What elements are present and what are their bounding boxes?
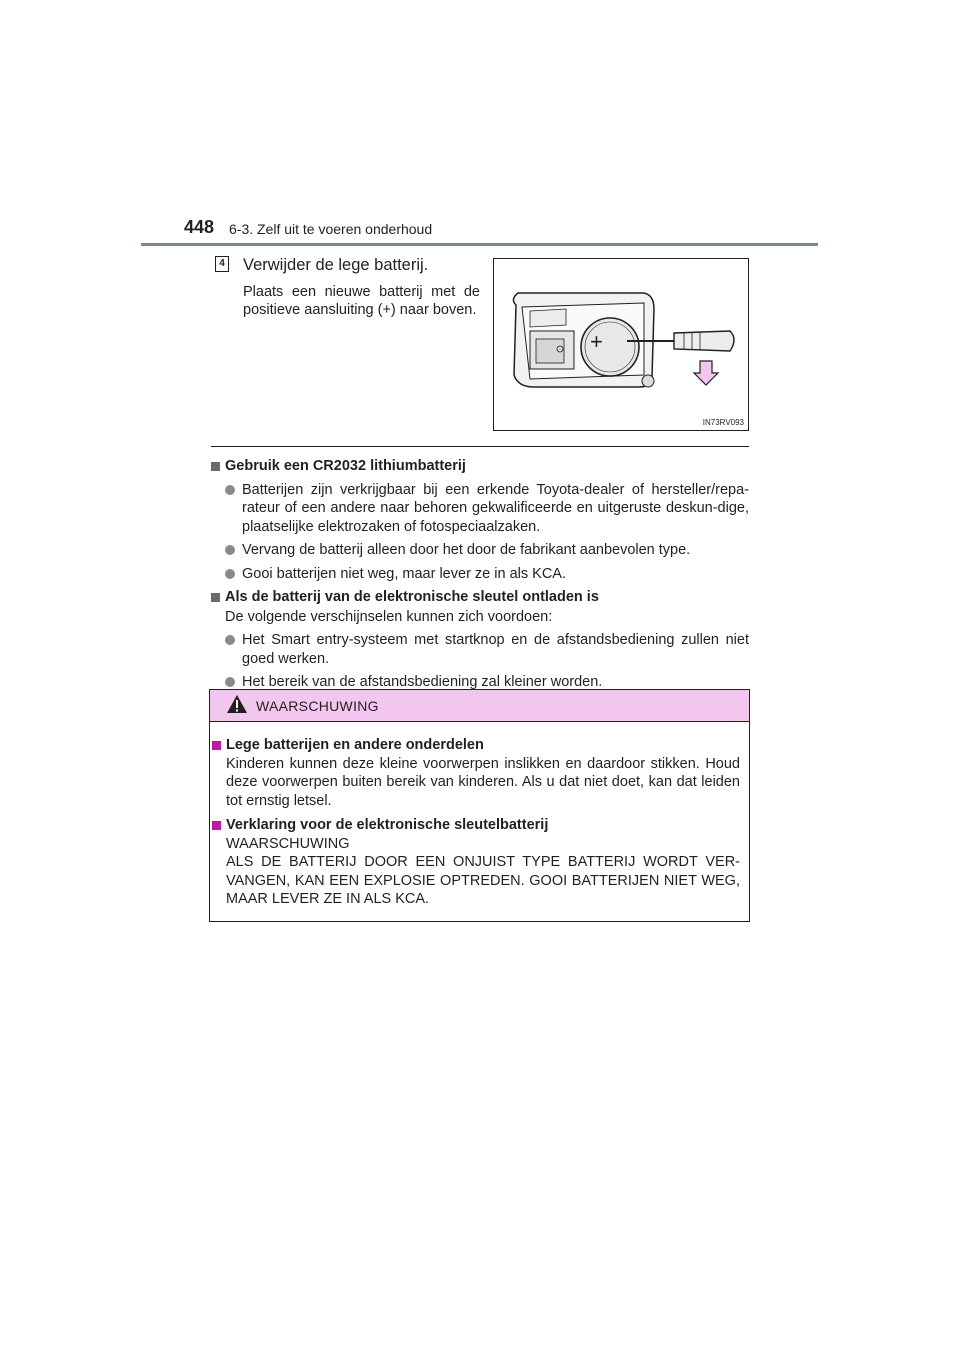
notes xyxy=(211,455,749,692)
list-item xyxy=(211,565,749,584)
note-heading-battery-empty xyxy=(211,588,749,607)
list-item xyxy=(211,541,749,560)
warning-label-line: WAARSCHUWING xyxy=(226,835,350,852)
note-heading-text: Als de batterij van de elektronische sleutel ontladen is xyxy=(225,589,599,605)
warning-header xyxy=(210,690,749,722)
warning-triangle-icon xyxy=(226,694,248,714)
list-item-text: Vervang de batterij alleen door het door de fabrikant aanbevolen type. xyxy=(242,542,691,558)
key-battery-drawing xyxy=(494,259,748,430)
warning-paragraph: ALS DE BATTERIJ DOOR EEN ONJUIST TYPE BATTERIJ WORDT VER-VANGEN, KAN EEN EXPLOSIE OPTREDEN. GOOI BATTERIJEN NIET WEG, MAAR LEVER ZE IN ALS KCA. xyxy=(226,854,740,907)
square-bullet-icon xyxy=(211,593,220,602)
section-title: 6-3. Zelf uit te voeren onderhoud xyxy=(229,221,433,237)
warning-box xyxy=(209,689,750,922)
circle-bullet-icon xyxy=(225,677,235,687)
step-instruction: Plaats een nieuwe batterij met de positieve aansluiting (+) naar boven. xyxy=(243,284,480,318)
circle-bullet-icon xyxy=(225,635,235,645)
key-battery-illustration xyxy=(493,258,749,431)
list-item-text: Het bereik van de afstandsbediening zal kleiner worden. xyxy=(242,674,603,690)
square-bullet-icon xyxy=(212,741,221,750)
figure-code: IN73RV093 xyxy=(702,418,744,427)
warning-heading-text: Verklaring voor de elektronische sleutelbatterij xyxy=(226,817,549,833)
note-heading-text: Gebruik een CR2032 lithiumbatterij xyxy=(225,458,466,474)
step-title: Verwijder de lege batterij. xyxy=(243,256,429,274)
positive-terminal-symbol: + xyxy=(590,329,603,354)
list-item xyxy=(211,481,749,537)
warning-title: WAARSCHUWING xyxy=(256,698,379,714)
header-rule xyxy=(141,243,818,246)
square-bullet-icon xyxy=(212,821,221,830)
circle-bullet-icon xyxy=(225,485,235,495)
circle-bullet-icon xyxy=(225,545,235,555)
list-item xyxy=(211,631,749,668)
list-item-text: Batterijen zijn verkrijgbaar bij een erkende Toyota-dealer of hersteller/repa-rateur of een andere naar behoren gekwalificeerde en uitgeruste deskun-dige, plaatselijke elektrozaken of fotospeciaalzaken. xyxy=(242,481,749,535)
square-bullet-icon xyxy=(211,462,220,471)
list-item-text: Het Smart entry-systeem met startknop en de afstandsbediening zullen niet goed werken. xyxy=(242,632,749,667)
warning-heading-battery-statement xyxy=(212,816,740,835)
list-item-text: Gooi batterijen niet weg, maar lever ze in als KCA. xyxy=(242,565,566,582)
page-number: 448 xyxy=(184,217,215,237)
warning-paragraph: Kinderen kunnen deze kleine voorwerpen inslikken en daardoor stikken. Houd deze voorwerpen buiten bereik van kinderen. Als u dat niet doet, kan dat leiden tot ernstig letsel. xyxy=(226,755,740,809)
note-heading-battery-type xyxy=(211,457,749,476)
warning-heading-text: Lege batterijen en andere onderdelen xyxy=(226,737,484,753)
warning-heading-small-parts xyxy=(212,736,740,755)
note-intro: De volgende verschijnselen kunnen zich voordoen: xyxy=(225,608,553,625)
warning-body xyxy=(212,734,740,909)
step-number-badge: 4 xyxy=(215,256,229,272)
circle-bullet-icon xyxy=(225,569,235,579)
section-divider xyxy=(211,446,749,447)
